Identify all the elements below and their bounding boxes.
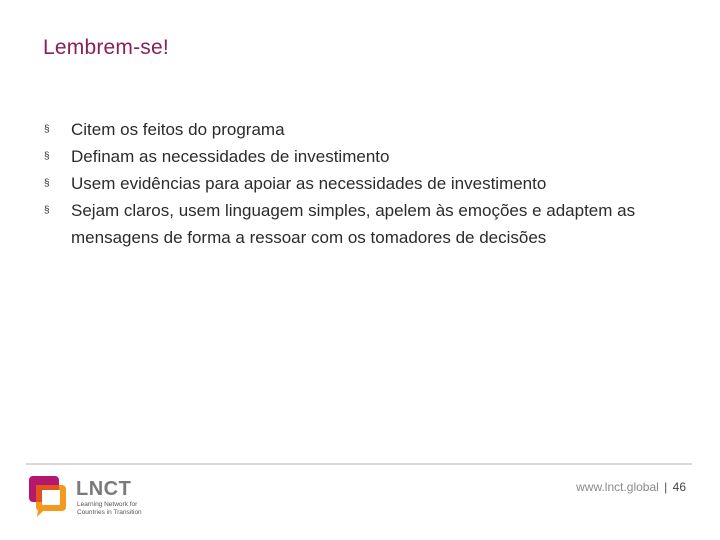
footer-url[interactable]: www.lnct.global: [576, 480, 659, 494]
bullet-item: [44, 116, 684, 143]
page-number: 46: [672, 480, 686, 494]
logo-tagline: [77, 501, 167, 516]
bullet-text: Usem evidências para apoiar as necessidades de investimento: [71, 174, 547, 193]
bullet-marker-icon: §: [44, 178, 50, 189]
bullet-marker-icon: §: [44, 205, 50, 216]
bullet-list: [44, 116, 684, 251]
bullet-item: [44, 170, 684, 197]
bullet-item: [44, 143, 684, 170]
logo-tagline-line: Learning Network for: [77, 501, 138, 508]
logo-tagline-line: Countries in Transition: [77, 508, 142, 516]
footer-divider: [26, 463, 692, 465]
slide-title: Lembrem-se!: [43, 36, 169, 59]
bullet-item: [44, 197, 684, 251]
bullet-text: Definam as necessidades de investimento: [71, 147, 390, 166]
bullet-text: Citem os feitos do programa: [71, 120, 285, 139]
footer-info: [576, 480, 686, 494]
bullet-text: Sejam claros, usem linguagem simples, apelem às emoções e adaptem as mensagens de forma a ressoar com os tomadores de decisões: [71, 201, 636, 247]
bullet-marker-icon: §: [44, 151, 50, 162]
logo-wordmark: LNCT: [76, 478, 132, 500]
bullet-marker-icon: §: [44, 124, 50, 135]
speech-bubble-logo-icon: [28, 474, 70, 518]
footer-separator: |: [664, 480, 668, 494]
lnct-logo: [28, 474, 158, 518]
